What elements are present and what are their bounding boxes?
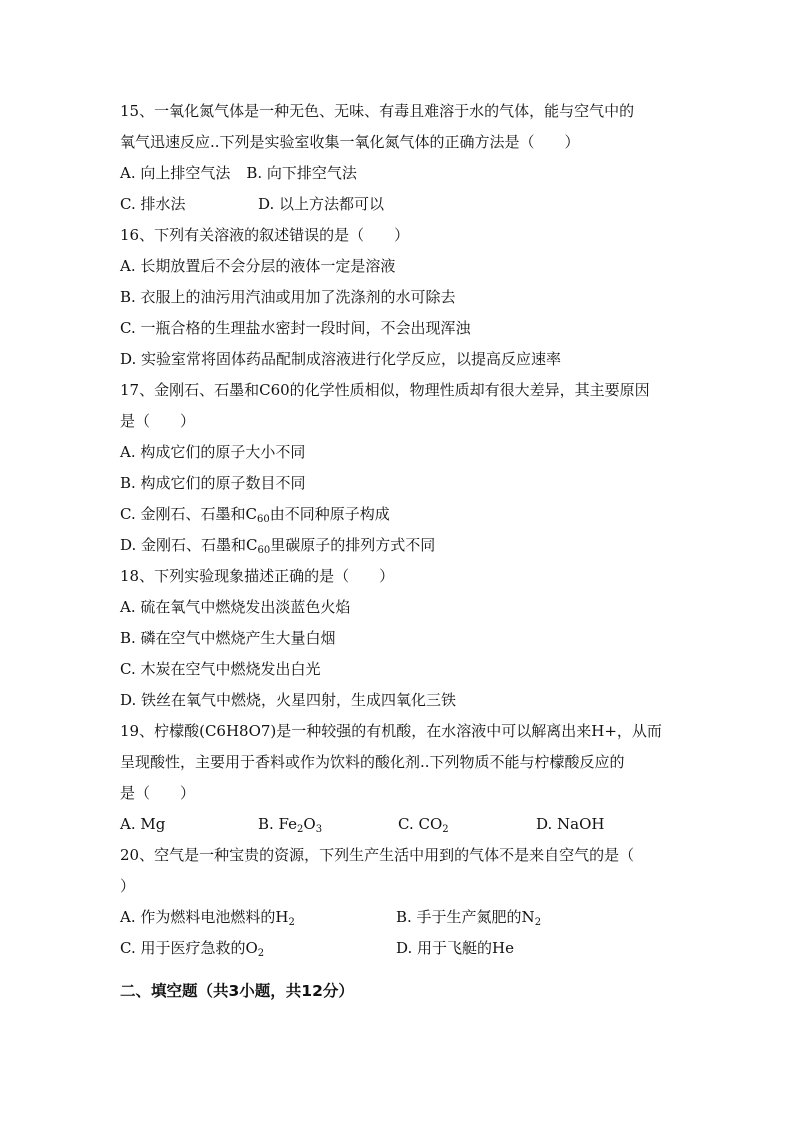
q15-option-d: D. 以上方法都可以 [258,195,385,213]
q15-option-c: C. 排水法 [120,195,186,213]
q17-option-b: B. 构成它们的原子数目不同 [120,474,306,492]
q18-stem: 18、下列实验现象描述正确的是（ ） [120,567,395,585]
q18-option-c: C. 木炭在空气中燃烧发出白光 [120,660,321,678]
section-heading: 二、填空题（共3小题，共12分） [120,982,354,1000]
q17-stem-line2: 是（ ） [120,412,196,430]
q18-option-a: A. 硫在氧气中燃烧发出淡蓝色火焰 [120,598,351,616]
q20-options-ab [120,902,680,933]
q19-stem-line1: 19、柠檬酸(C6H8O7)是一种较强的有机酸，在水溶液中可以解离出来H+，从而 [120,722,662,740]
q17-option-c-text: C. 金刚石、石墨和C [120,505,257,523]
q19-option-b-mid: O [303,815,316,833]
q20-stem-line1: 20、空气是一种宝贵的资源，下列生产生活中用到的气体不是来自空气的是（ [120,846,635,864]
q20-stem-line2: ） [120,877,136,895]
q15-options-ab [120,158,680,189]
q20-option-b-text: B. 手于生产氮肥的N [396,908,535,926]
q17-option-a: A. 构成它们的原子大小不同 [120,443,306,461]
q17-option-c-subscript: 60 [256,514,270,525]
q17-option-d-text: D. 金刚石、石墨和C [120,536,258,554]
q19-option-b [258,809,398,840]
q16-option-c: C. 一瓶合格的生理盐水密封一段时间，不会出现浑浊 [120,319,471,337]
q20-option-b-subscript: 2 [534,917,542,928]
q20-option-c-subscript: 2 [257,948,265,959]
q19-option-c [398,809,536,840]
q16-stem: 16、下列有关溶液的叙述错误的是（ ） [120,226,410,244]
q20-option-a-subscript: 2 [288,917,295,928]
q19-option-b-subscript-2: 3 [315,824,323,835]
q20-options-cd [120,933,680,964]
q17-option-d-subscript: 60 [257,545,271,556]
q16-option-a: A. 长期放置后不会分层的液体一定是溶液 [120,257,396,275]
q19-option-c-text: C. CO [398,815,443,833]
q20-option-b [396,902,541,933]
q18-option-d: D. 铁丝在氧气中燃烧，火星四射，生成四氧化三铁 [120,691,457,709]
q20-option-a [120,902,396,933]
q19-option-b-text: B. Fe [258,815,298,833]
q15-options-cd [120,189,680,220]
q19-option-a: A. Mg [120,815,166,833]
q15-option-a: A. 向上排空气法 [120,164,231,182]
q17-option-c [120,499,680,530]
q17-option-d-rest: 里碳原子的排列方式不同 [270,536,436,554]
q19-stem-line2: 呈现酸性，主要用于香料或作为饮料的酸化剂..下列物质不能与柠檬酸反应的 [120,753,625,771]
q19-option-b-subscript-1: 2 [297,824,304,835]
q19-option-d: D. NaOH [536,815,605,833]
q17-stem-line1: 17、金刚石、石墨和C60的化学性质相似，物理性质却有很大差异，其主要原因 [120,381,650,399]
q17-option-c-rest: 由不同种原子构成 [269,505,390,523]
q19-options [120,809,680,840]
q18-option-b: B. 磷在空气中燃烧产生大量白烟 [120,629,336,647]
q15-stem-line1: 15、一氧化氮气体是一种无色、无味、有毒且难溶于水的气体，能与空气中的 [120,102,635,120]
q20-option-a-text: A. 作为燃料电池燃料的H [120,908,289,926]
q15-option-b: B. 向下排空气法 [246,164,357,182]
q19-option-c-subscript: 2 [442,824,449,835]
q19-stem-line3: 是（ ） [120,784,196,802]
q15-stem-line2: 氧气迅速反应..下列是实验室收集一氧化氮气体的正确方法是（ ） [120,133,580,151]
q16-option-b: B. 衣服上的油污用汽油或用加了洗涤剂的水可除去 [120,288,456,306]
q20-option-d: D. 用于飞艇的He [396,939,514,957]
exam-page [120,96,680,1007]
q17-option-d [120,530,680,561]
q16-option-d: D. 实验室常将固体药品配制成溶液进行化学反应，以提高反应速率 [120,350,562,368]
q20-option-c [120,933,396,964]
q20-option-c-text: C. 用于医疗急救的O [120,939,258,957]
